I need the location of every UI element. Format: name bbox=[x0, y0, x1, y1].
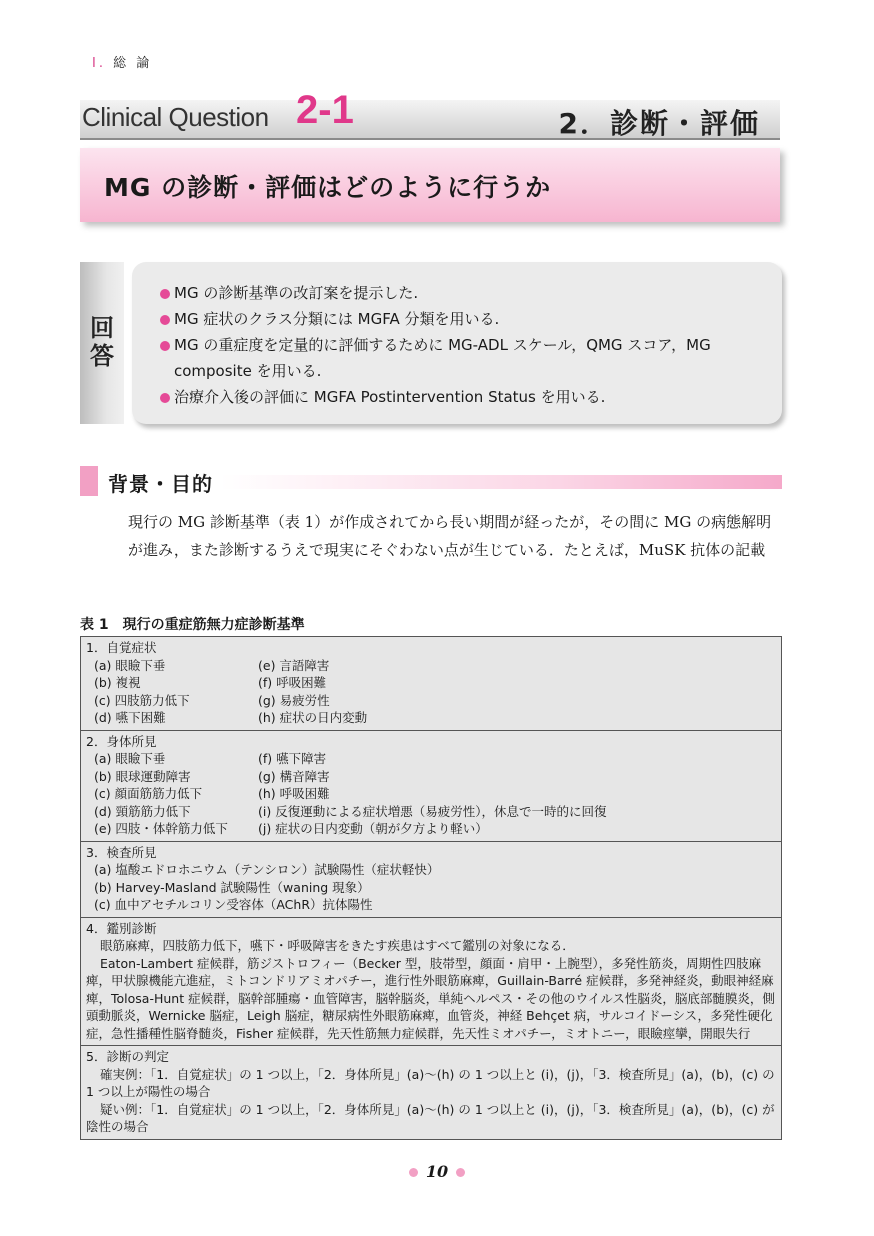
table-row: (a) 眼瞼下垂 (f) 嚥下障害 bbox=[94, 751, 327, 766]
title-box bbox=[80, 148, 780, 222]
suspected-case: 疑い例：「1．自覚症状」の 1 つ以上，「2．身体所見」(a)～(h) の 1 つ以上と (i)，(j)，「3．検査所見」(a)，(b)，(c) が陰性の場合 bbox=[86, 1101, 775, 1134]
answer-item: MG の診断基準の改訂案を提示した. bbox=[160, 280, 760, 306]
table-row: (c) 四肢筋力低下 (g) 易疲労性 bbox=[94, 692, 330, 708]
pink-dot-icon bbox=[409, 1168, 418, 1177]
section-roman-numeral: Ⅰ. bbox=[92, 56, 106, 71]
answer-item: 治療介入後の評価に MGFA Postintervention Status を用いる. bbox=[160, 384, 760, 410]
body-line-1: 現行の MG 診断基準（表 1）が作成されてから長い期間が経ったが，その間に MG の病態解明 bbox=[128, 513, 772, 531]
section-title: 5．診断の判定 bbox=[86, 1049, 169, 1064]
clinical-question-bar bbox=[80, 88, 780, 140]
table-row: (e) 四肢・体幹筋力低下 (j) 症状の日内変動（朝が夕方より軽い） bbox=[94, 821, 488, 836]
answer-label: 回答 bbox=[90, 314, 114, 370]
cq-number: 2-1 bbox=[296, 88, 354, 132]
criteria-section-tests bbox=[81, 842, 781, 918]
answer-item: MG の重症度を定量的に評価するために MG-ADL スケール，QMG スコア，MG composite を用いる. bbox=[160, 332, 760, 384]
body-line-2: が進み，また診断するうえで現実にそぐわない点が生じている．たとえば，MuSK 抗体の記載 bbox=[128, 541, 766, 559]
pink-dot-icon bbox=[456, 1168, 465, 1177]
criteria-section-differential bbox=[81, 918, 781, 1047]
pink-bullet-icon bbox=[160, 289, 170, 299]
page-number-text: 10 bbox=[425, 1162, 449, 1181]
diagnostic-criteria-table bbox=[80, 636, 782, 1140]
table-row: (d) 嚥下困難 (h) 症状の日内変動 bbox=[94, 710, 368, 725]
list-item: (b) Harvey-Masland 試験陽性（waning 現象） bbox=[94, 879, 370, 895]
page-title: MG の診断・評価はどのように行うか bbox=[104, 173, 552, 202]
answer-list bbox=[160, 280, 760, 410]
background-body bbox=[128, 508, 782, 564]
list-item: (a) 塩酸エドロホニウム（テンシロン）試験陽性（症状軽快） bbox=[94, 862, 440, 877]
differential-intro: 眼筋麻痺，四肢筋力低下，嚥下・呼吸障害をきたす疾患はすべて鑑別の対象になる． bbox=[100, 938, 575, 953]
section-title: 2．身体所見 bbox=[86, 733, 157, 749]
answer-box bbox=[132, 262, 782, 424]
table-row: (b) 複視 (f) 呼吸困難 bbox=[94, 675, 327, 690]
table-caption-text: 現行の重症筋無力症診断基準 bbox=[122, 617, 305, 633]
table-caption bbox=[80, 614, 319, 634]
section-title: 4．鑑別診断 bbox=[86, 920, 157, 936]
section-title: 3．検査所見 bbox=[86, 844, 157, 860]
pink-bullet-icon bbox=[160, 315, 170, 325]
table-row: (c) 顔面筋筋力低下 (h) 呼吸困難 bbox=[94, 786, 330, 801]
pink-bullet-icon bbox=[160, 393, 170, 403]
cq-topic: 2．診断・評価 bbox=[558, 107, 760, 140]
table-row: (a) 眼瞼下垂 (e) 言語障害 bbox=[94, 657, 330, 673]
differential-list: Eaton-Lambert 症候群，筋ジストロフィー（Becker 型，肢帯型，顔面・肩甲・上腕型），多発性筋炎，周期性四肢麻痺，甲状腺機能亢進症，ミトコンドリアミオパチー，進行性外眼筋麻痺，Guillain-Barré 症候群，多発神経炎，動眼神経麻痺，Tolosa-Hunt 症候群，脳幹部腫瘍・血管障害，脳幹脳炎，単純ヘルペス・その他のウイルス性脳炎，脳底部髄膜炎，側頭動脈炎，Wernicke 脳症，Leigh 脳症，糖尿病性外眼筋麻痺，血管炎，神経 Behçet 病，サルコイドーシス，多発性硬化症，急性播種性脳脊髄炎，Fisher 症候群，先天性筋無力症候群，先天性ミオパチー，ミオトニー，眼瞼痙攣，開眼失行 bbox=[86, 955, 775, 1041]
pink-bullet-icon bbox=[160, 341, 170, 351]
list-item: (c) 血中アセチルコリン受容体（AChR）抗体陽性 bbox=[94, 897, 373, 912]
section-label bbox=[92, 52, 152, 71]
heading-gradient-rule bbox=[220, 475, 782, 489]
heading-marker bbox=[80, 466, 98, 496]
background-heading bbox=[80, 466, 782, 496]
cq-label: Clinical Question bbox=[82, 102, 269, 132]
definite-case: 確実例：「1．自覚症状」の 1 つ以上，「2．身体所見」(a)～(h) の 1 つ以上と (i)，(j)，「3．検査所見」(a)，(b)，(c) の 1 つ以上が陽性の場合 bbox=[86, 1066, 775, 1099]
criteria-section-judgement bbox=[81, 1046, 781, 1139]
background-heading-text: 背景・目的 bbox=[108, 472, 213, 496]
criteria-section-physical-findings bbox=[81, 731, 781, 842]
table-row: (d) 頸筋筋力低下 (i) 反復運動による症状増悪（易疲労性），休息で一時的に回復 bbox=[94, 803, 607, 819]
table-row: (b) 眼球運動障害 (g) 構音障害 bbox=[94, 768, 330, 784]
section-title: 1．自覚症状 bbox=[86, 640, 157, 655]
criteria-section-symptoms bbox=[81, 637, 781, 731]
table-caption-number: 表 1 bbox=[80, 617, 109, 633]
page-number bbox=[0, 1162, 874, 1181]
section-name: 総 論 bbox=[113, 56, 153, 71]
answer-item: MG 症状のクラス分類には MGFA 分類を用いる. bbox=[160, 306, 760, 332]
answer-tab bbox=[80, 262, 124, 424]
